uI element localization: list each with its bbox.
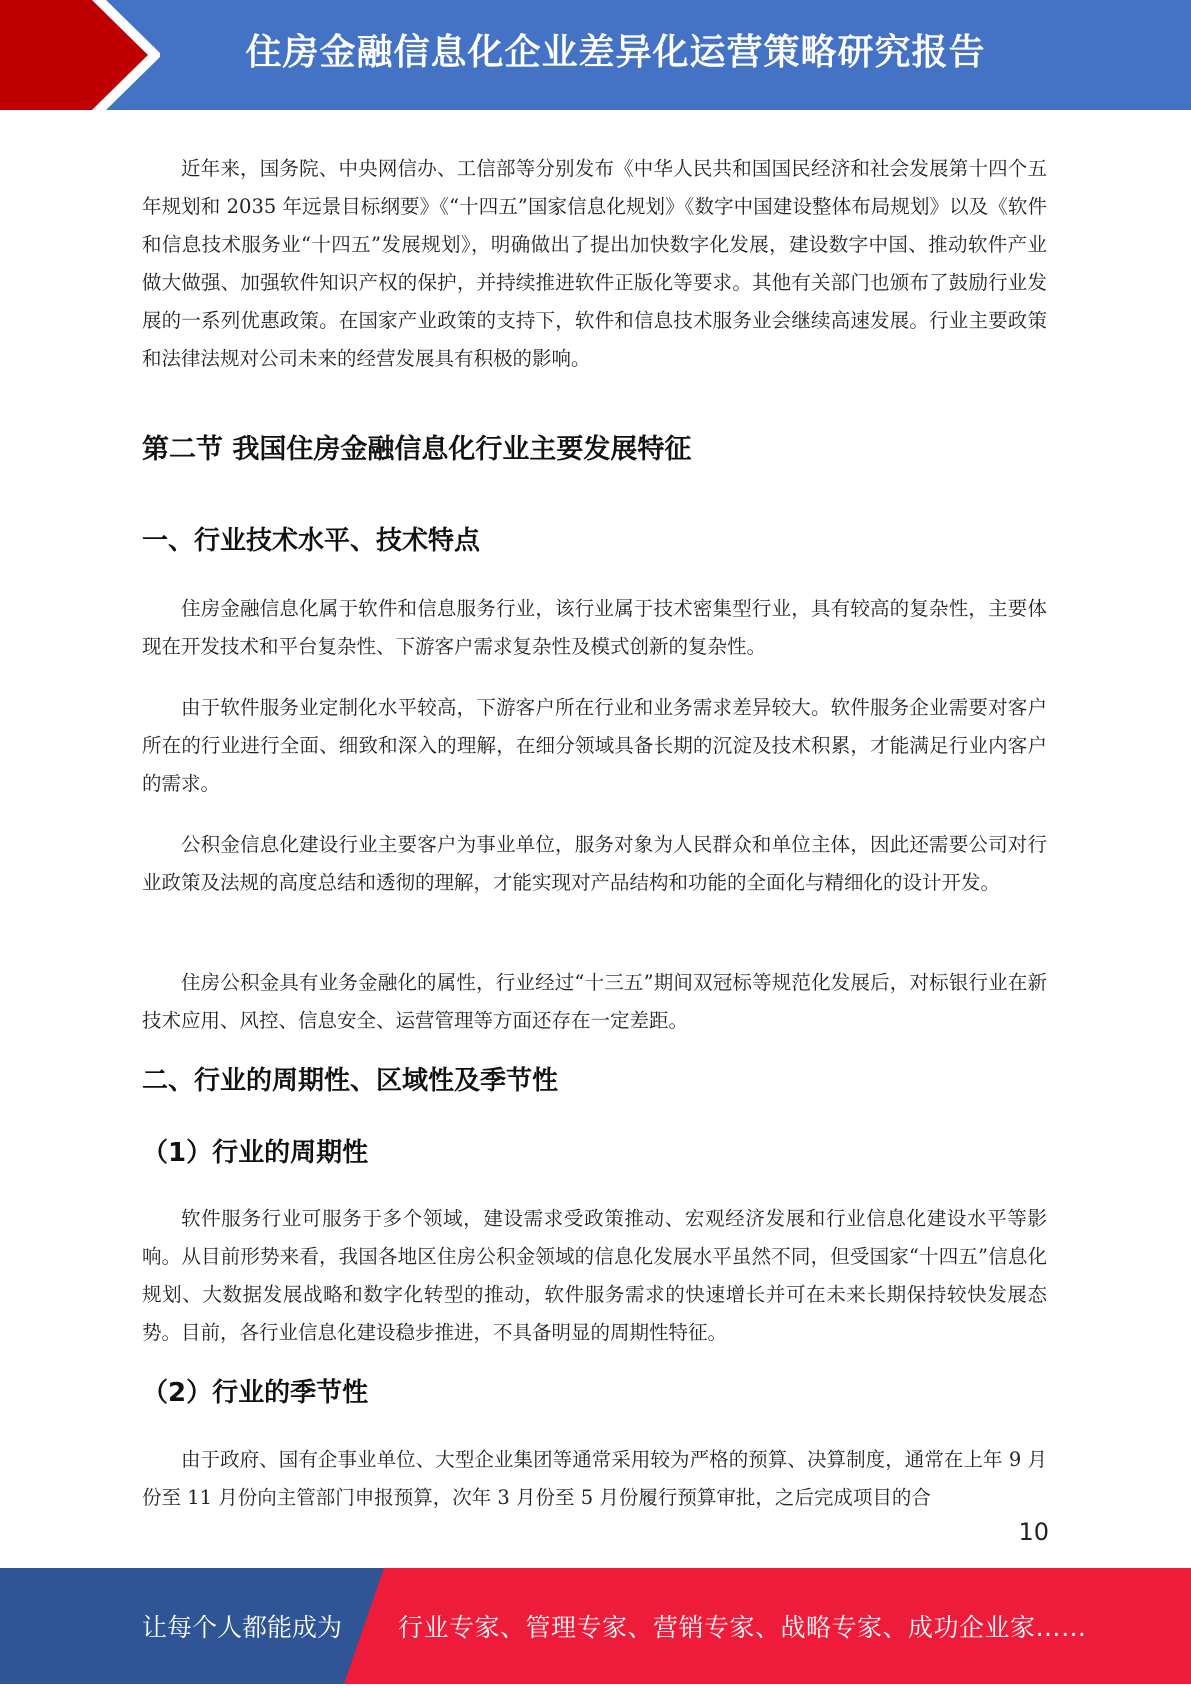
subsection-title-cycle: 二、行业的周期性、区域性及季节性 [142,1066,559,1096]
tech-paragraph-2-block [142,689,1047,803]
section-title: 第二节 我国住房金融信息化行业主要发展特征 [142,434,692,465]
tech-paragraph-3: 公积金信息化建设行业主要客户为事业单位，服务对象为人民群众和单位主体，因此还需要公司对行业政策及法规的高度总结和透彻的理解，才能实现对产品结构和功能的全面化与精细化的设计开发。 [142,833,1047,894]
intro-paragraph: 近年来，国务院、中央网信办、工信部等分别发布《中华人民共和国国民经济和社会发展第十四个五年规划和 2035 年远景目标纲要》《“十四五”国家信息化规划》《数字中国建设整体布局规划》以及《软件和信息技术服务业“十四五”发展规划》，明确做出了提出加快数字化发展，建设数字中国、推动软件产业做大做强、加强软件知识产权的保护，并持续推进软件正版化等要求。其他有关部门也颁布了鼓励行业发展的一系列优惠政策。在国家产业政策的支持下，软件和信息技术服务业会继续高速发展。行业主要政策和法律法规对公司未来的经营发展具有积极的影响。 [142,157,1047,370]
tech-paragraph-1-block [142,590,1047,666]
seasonal-paragraph: 由于政府、国有企事业单位、大型企业集团等通常采用较为严格的预算、决算制度，通常在上年 9 月份至 11 月份向主管部门申报预算，次年 3 月份至 5 月份履行预算审批，之后完成项目的合 [142,1448,1047,1509]
tech-paragraph-3-block [142,826,1047,902]
page-header-banner [0,0,1191,110]
page-number: 10 [1018,1518,1049,1546]
cyclical-title: （1）行业的周期性 [142,1138,369,1168]
page-footer-banner [0,1568,1191,1684]
tech-paragraph-4: 住房公积金具有业务金融化的属性，行业经过“十三五”期间双冠标等规范化发展后，对标银行业在新技术应用、风控、信息安全、运营管理等方面还存在一定差距。 [142,971,1047,1032]
footer-slogan-right: 行业专家、管理专家、营销专家、战略专家、成功企业家…… [398,1613,1087,1642]
seasonal-title: （2）行业的季节性 [142,1378,369,1408]
intro-block [142,150,1047,378]
footer-slogan-left: 让每个人都能成为 [142,1613,343,1642]
tech-paragraph-1: 住房金融信息化属于软件和信息服务行业，该行业属于技术密集型行业，具有较高的复杂性，主要体现在开发技术和平台复杂性、下游客户需求复杂性及模式创新的复杂性。 [142,597,1047,658]
tech-paragraph-4-block [142,964,1047,1040]
subsection-title-tech: 一、行业技术水平、技术特点 [142,526,481,556]
tech-paragraph-2: 由于软件服务业定制化水平较高，下游客户所在行业和业务需求差异较大。软件服务企业需要对客户所在的行业进行全面、细致和深入的理解，在细分领域具备长期的沉淀及技术积累，才能满足行业内客户的需求。 [142,696,1047,795]
seasonal-paragraph-block [142,1441,1047,1517]
cyclical-paragraph-block [142,1200,1047,1352]
cyclical-paragraph: 软件服务行业可服务于多个领域，建设需求受政策推动、宏观经济发展和行业信息化建设水平等影响。从目前形势来看，我国各地区住房公积金领域的信息化发展水平虽然不同，但受国家“十四五”信息化规划、大数据发展战略和数字化转型的推动，软件服务需求的快速增长并可在未来长期保持较快发展态势。目前，各行业信息化建设稳步推进，不具备明显的周期性特征。 [142,1207,1047,1344]
report-title: 住房金融信息化企业差异化运营策略研究报告 [245,32,986,73]
